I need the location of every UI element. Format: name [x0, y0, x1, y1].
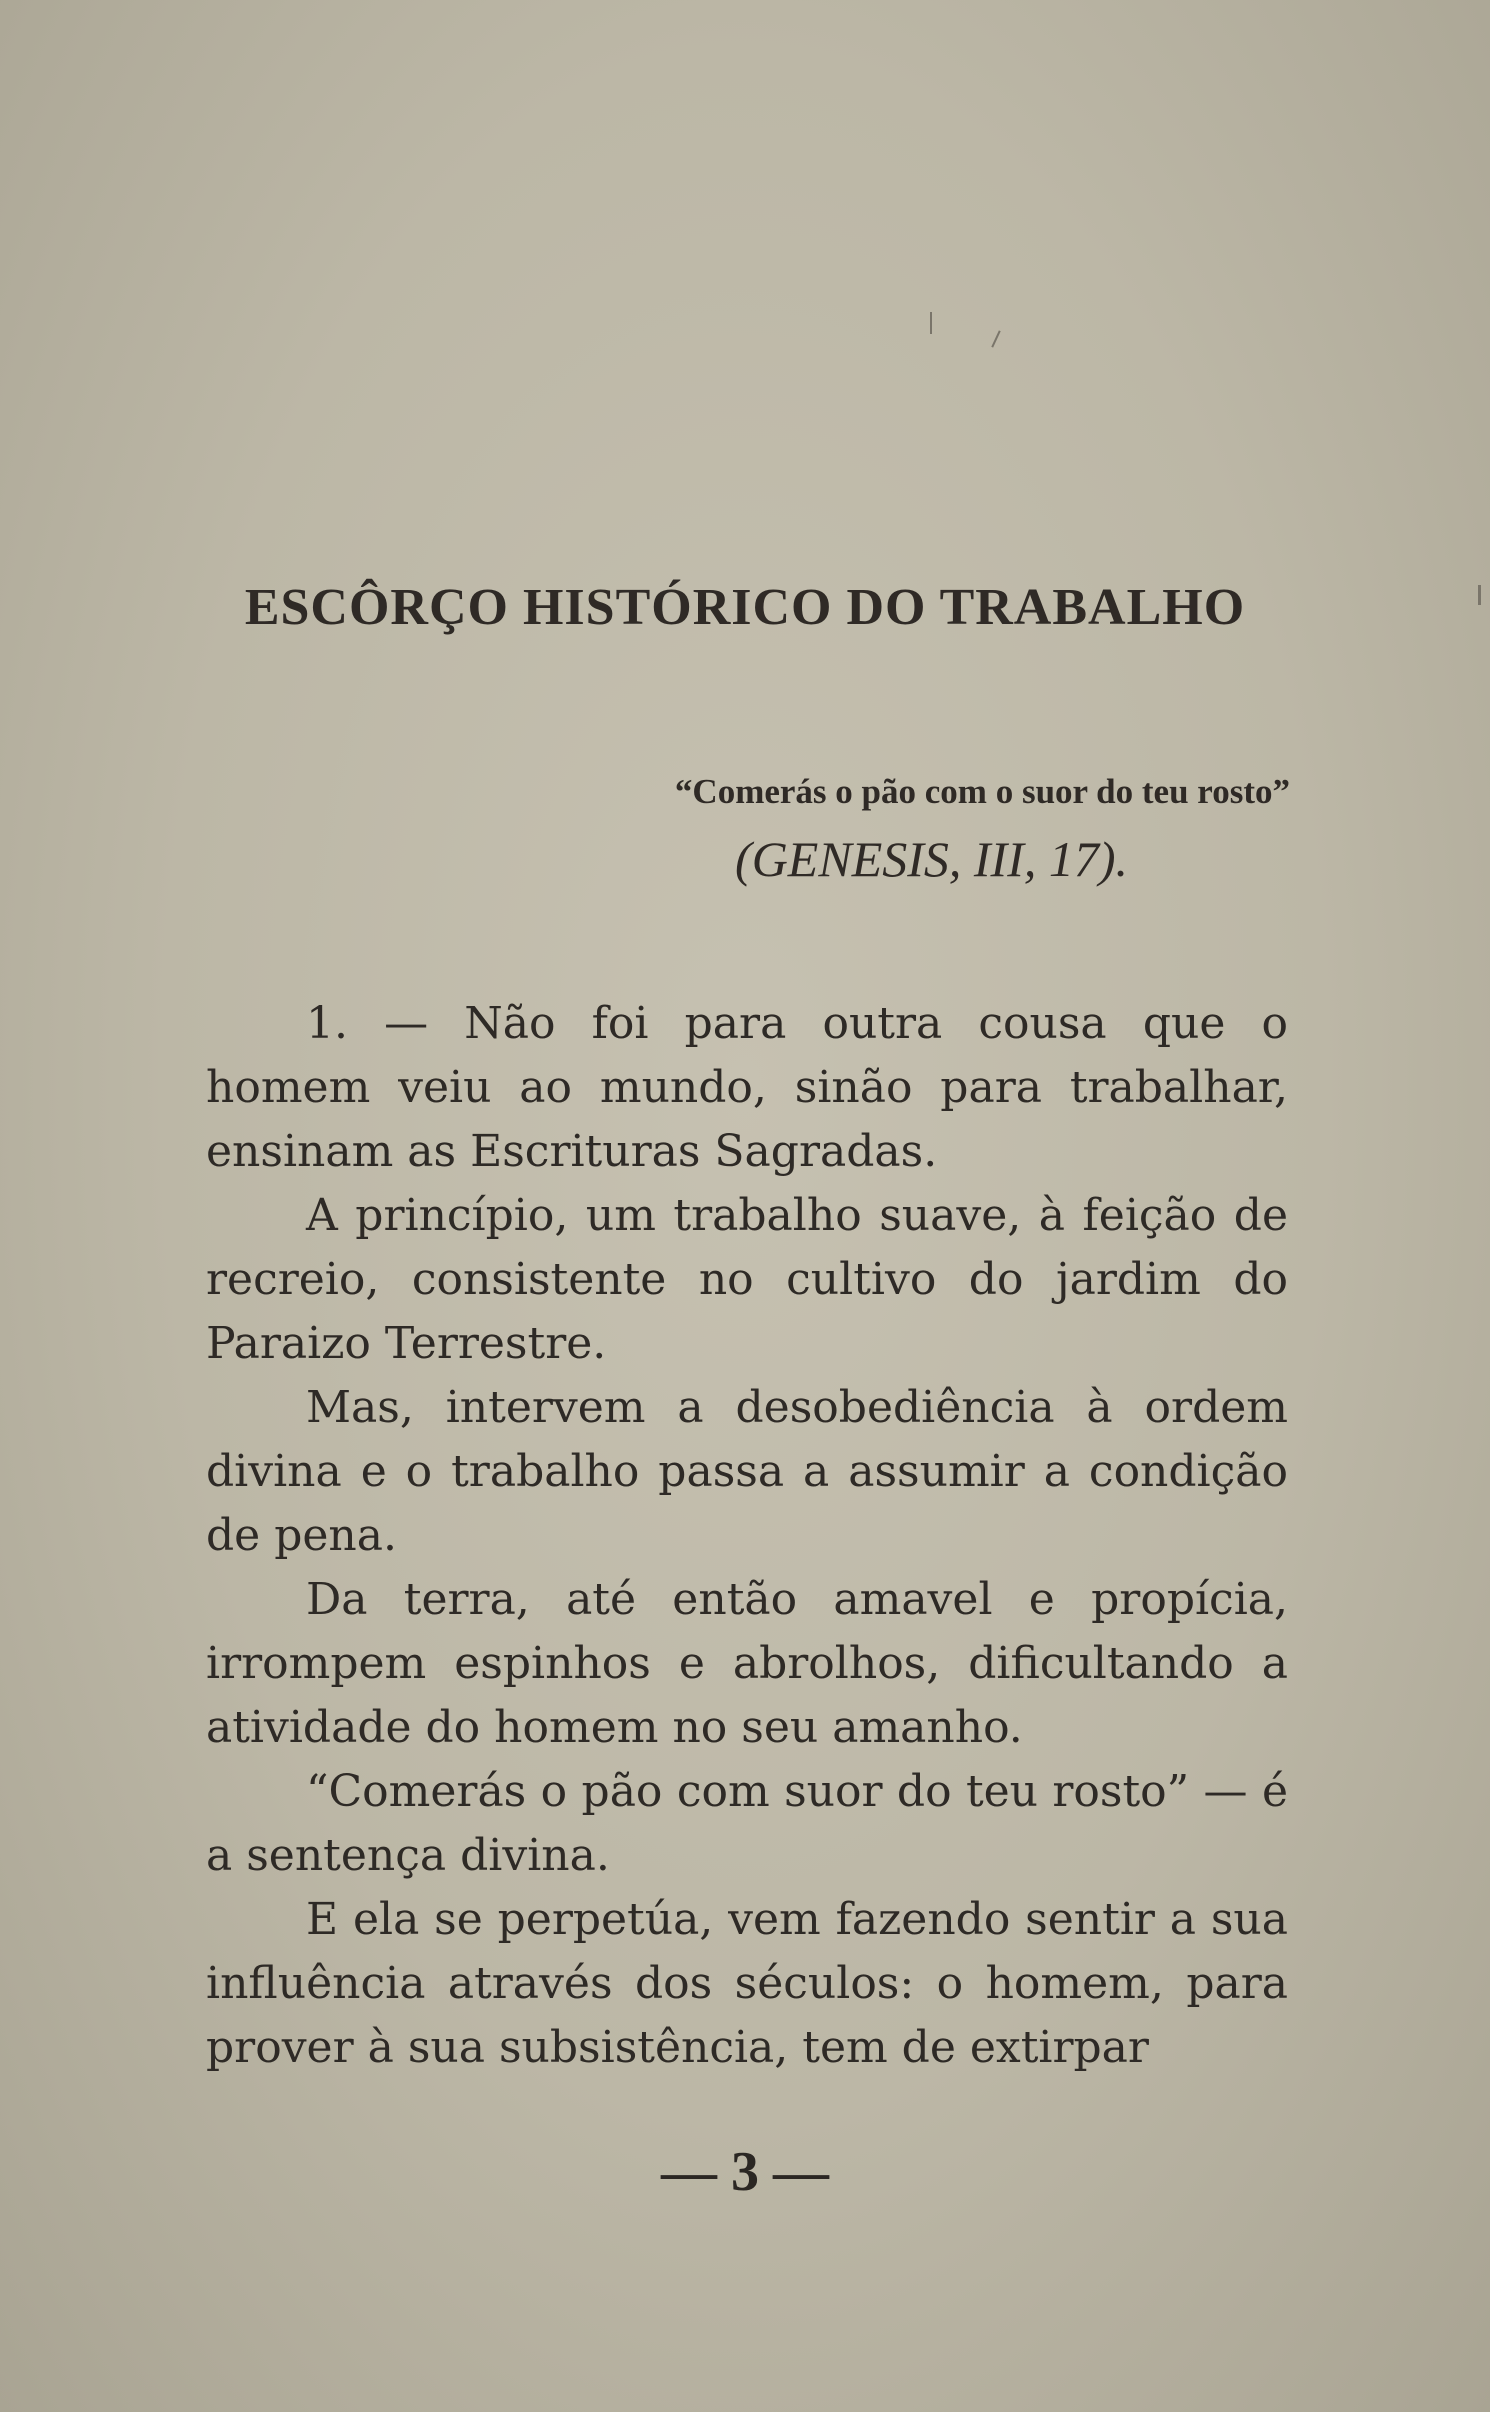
paragraph: Mas, intervem a desobediência à ordem divina e o trabalho passa a assumir a condição de pena. — [206, 1382, 1288, 1561]
epigraph-quote: “Comerás o pão com o suor do teu rosto” — [674, 772, 1290, 811]
paper-speck — [930, 312, 932, 334]
paragraph: A princípio, um trabalho suave, à feição de recreio, consistente no cultivo do jardim do Paraizo Terrestre. — [206, 1190, 1288, 1369]
paragraph: 1. — Não foi para outra cousa que o homem veiu ao mundo, sinão para trabalhar, ensinam as Escrituras Sagradas. — [206, 998, 1288, 1177]
paper-speck — [991, 330, 1000, 347]
paragraph: Da terra, até então amavel e propícia, irrompem espinhos e abrolhos, dificultando a atividade do homem no seu amanho. — [206, 1574, 1288, 1753]
epigraph-source: (GENESIS, III, 17). — [735, 831, 1128, 887]
page-number: — 3 — — [661, 2141, 829, 2203]
body-text — [206, 992, 1288, 2080]
paragraph: E ela se perpetúa, vem fazendo sentir a sua influência através dos séculos: o homem, para prover à sua subsistência, tem de extirpar — [206, 1894, 1288, 2073]
paragraph: “Comerás o pão com suor do teu rosto” — é a sentença divina. — [206, 1766, 1288, 1881]
chapter-title: ESCÔRÇO HISTÓRICO DO TRABALHO — [244, 579, 1246, 636]
